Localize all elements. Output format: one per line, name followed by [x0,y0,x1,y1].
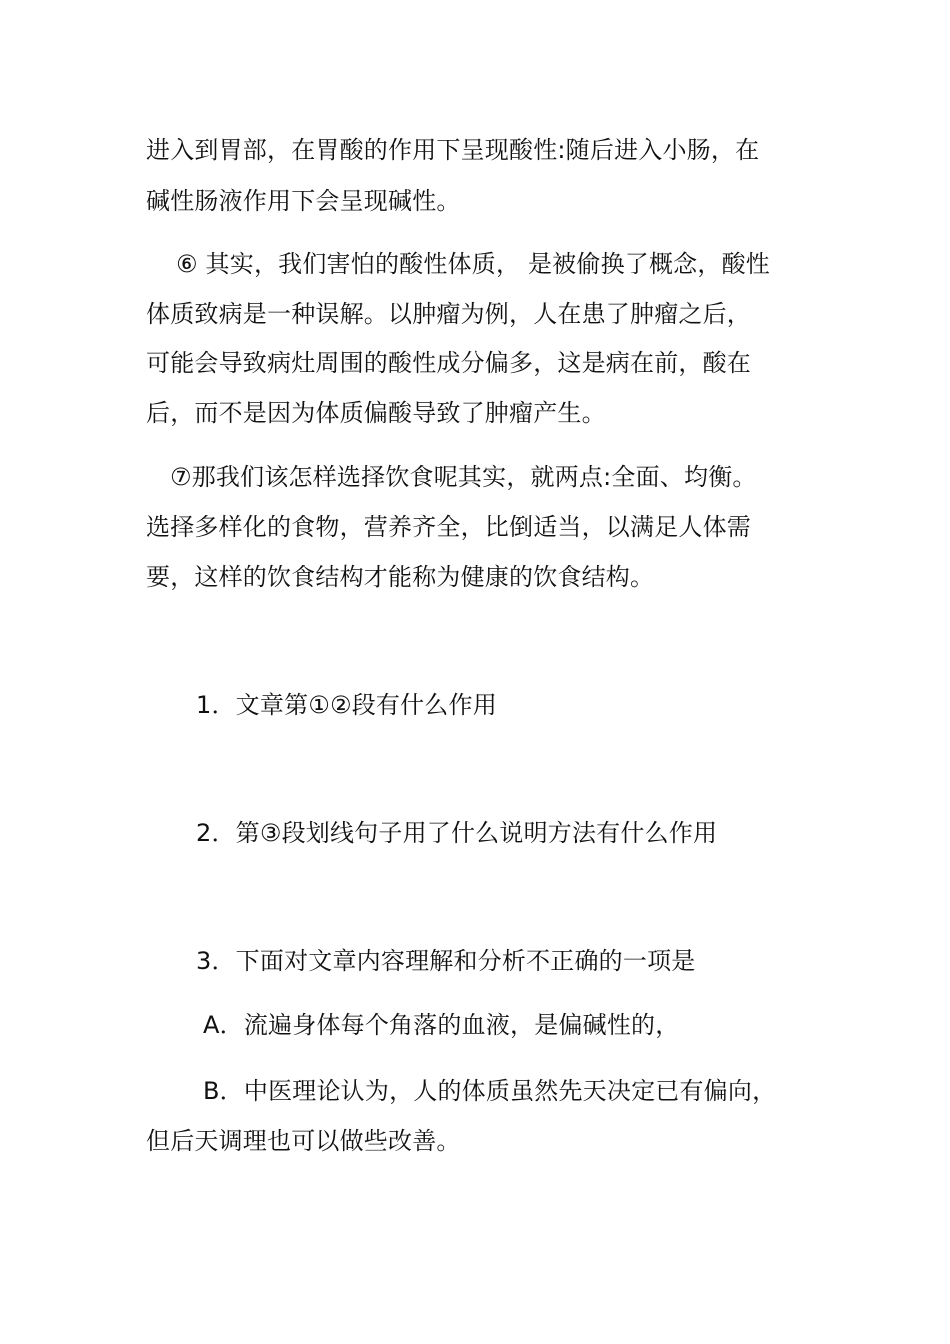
paragraph-6-line-4: 后，而不是因为体质偏酸导致了肿瘤产生。 [146,399,606,427]
paragraph-6-line-1: ⑥ 其实，我们害怕的酸性体质， 是被偷换了概念，酸性 [176,250,770,278]
paragraph-6-line-2: 体质致病是一种误解。以肿瘤为例，人在患了肿瘤之后， [146,300,751,328]
paragraph-7-line-3: 要，这样的饮食结构才能称为健康的饮食结构。 [146,563,655,591]
question-2: 2．第③段划线句子用了什么说明方法有什么作用 [196,819,718,847]
option-b-line-1: B．中医理论认为，人的体质虽然先天决定已有偏向， [203,1077,777,1105]
paragraph-7-line-1: ⑦那我们该怎样选择饮食呢其实，就两点:全面、均衡。 [170,463,757,491]
question-1: 1．文章第①②段有什么作用 [196,691,497,719]
option-b-line-2: 但后天调理也可以做些改善。 [146,1127,461,1155]
paragraph-5-line-2: 碱性肠液作用下会呈现碱性。 [146,187,461,215]
paragraph-5-line-1: 进入到胃部，在胃酸的作用下呈现酸性:随后进入小肠，在 [146,136,760,164]
paragraph-6-line-3: 可能会导致病灶周围的酸性成分偏多，这是病在前，酸在 [146,349,751,377]
option-a: A．流遍身体每个角落的血液，是偏碱性的， [203,1011,680,1039]
paragraph-7-line-2: 选择多样化的食物，营养齐全，比倒适当，以满足人体需 [146,513,751,541]
question-3: 3．下面对文章内容理解和分析不正确的一项是 [196,947,696,975]
